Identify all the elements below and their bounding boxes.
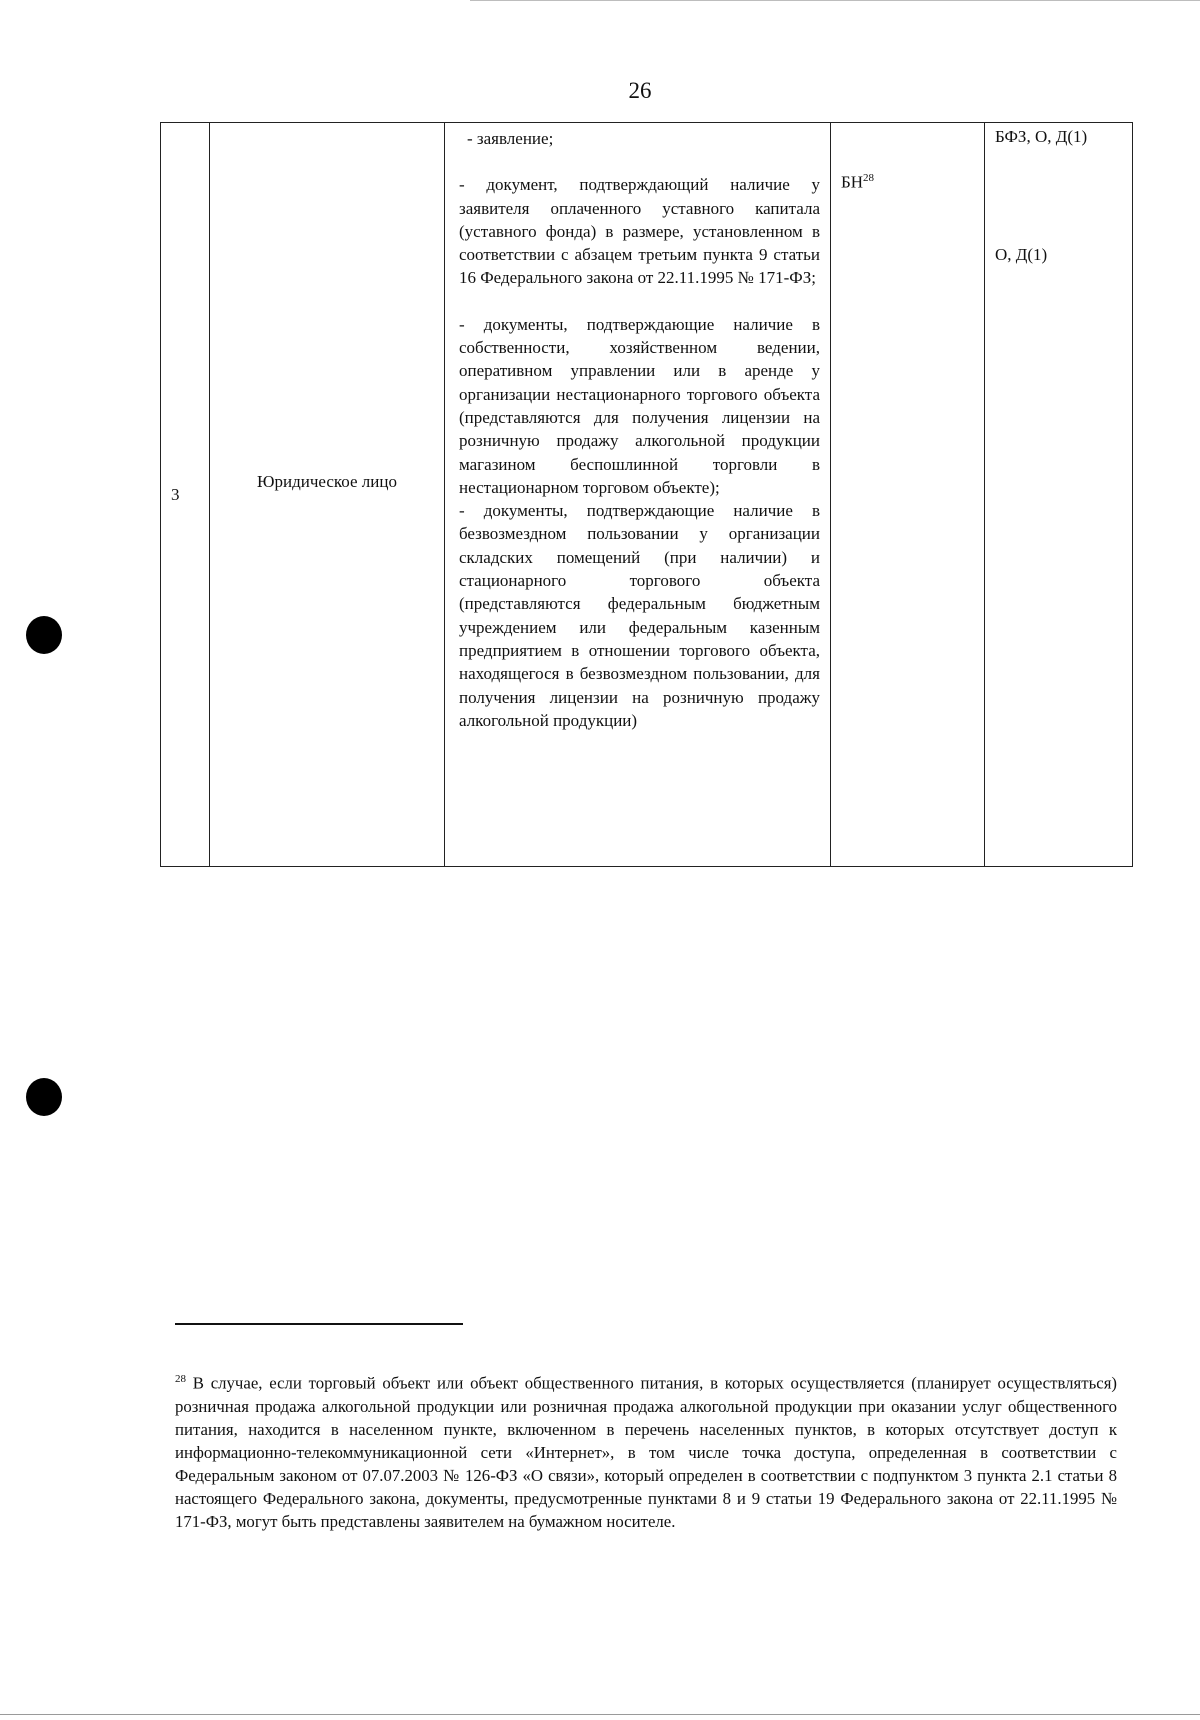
documents-cell (445, 123, 831, 867)
row-number: 3 (171, 484, 180, 504)
mark-cell (831, 123, 985, 867)
punch-hole-mark (26, 616, 62, 654)
footnote-separator (175, 1323, 463, 1325)
row-number-cell (161, 123, 210, 867)
document-item-free-use: - документы, подтверждающие наличие в безвозмездном пользовании у организации складских помещений (при наличии) и стационарного торгового объекта (представляются федеральным бюджетным учреждением или федеральным казенным предприятием в отношении торгового объекта, находящегося в безвозмездном пользовании, для получения лицензии на розничную продажу алкогольной продукции) (459, 501, 820, 730)
table-row (161, 123, 1133, 867)
footnote-text: В случае, если торговый объект или объект общественного питания, в которых осуществляется (планирует осуществляться) розничная продажа алкогольной продукции или розничная продажа алкогольной продукции при оказании услуг общественного питания, находится в населенном пункте, включенном в перечень населенных пунктов, в которых отсутствует доступ к информационно-телекоммуникационной сети «Интернет», в том числе точка доступа, определенная в соответствии с Федеральным законом от 07.07.2003 № 126-ФЗ «О связи», который определен в соответствии с подпунктом 3 пункта 2.1 статьи 8 настоящего Федерального закона, документы, предусмотренные пунктами 8 и 9 статьи 19 Федерального закона от 22.11.1995 № 171-ФЗ, могут быть представлены заявителем на бумажном носителе. (175, 1373, 1117, 1531)
type-code-1: БФЗ, О, Д(1) (995, 127, 1088, 146)
document-item-application: - заявление; (467, 129, 554, 148)
scan-edge-bottom (0, 1714, 1200, 1715)
type-code-2: О, Д(1) (995, 245, 1048, 265)
document-item-capital: - документ, подтверждающий наличие у заявителя оплаченного уставного капитала (уставного фонда) в размере, установленном в соответствии с абзацем третьим пункта 9 статьи 16 Федерального закона от 22.11.1995 № 171-ФЗ; (459, 175, 820, 288)
footnote (175, 1368, 1117, 1533)
entity-type: Юридическое лицо (257, 471, 397, 491)
requirements-table (160, 122, 1133, 867)
footnote-reference: 28 (863, 172, 875, 184)
mark-label: БН (841, 172, 864, 192)
scan-edge-top (470, 0, 1200, 1)
footnote-number: 28 (175, 1373, 186, 1385)
page-number: 26 (628, 78, 652, 103)
punch-hole-mark (26, 1078, 62, 1116)
entity-cell (210, 123, 445, 867)
type-cell (985, 123, 1133, 867)
document-item-nonstationary-object: - документы, подтверждающие наличие в собственности, хозяйственном ведении, оперативном управлении или в аренде у организации нестационарного торгового объекта (представляются для получения лицензии на розничную продажу алкогольной продукции магазином беспошлинной торговли в нестационарном торговом объекте); (459, 314, 820, 497)
